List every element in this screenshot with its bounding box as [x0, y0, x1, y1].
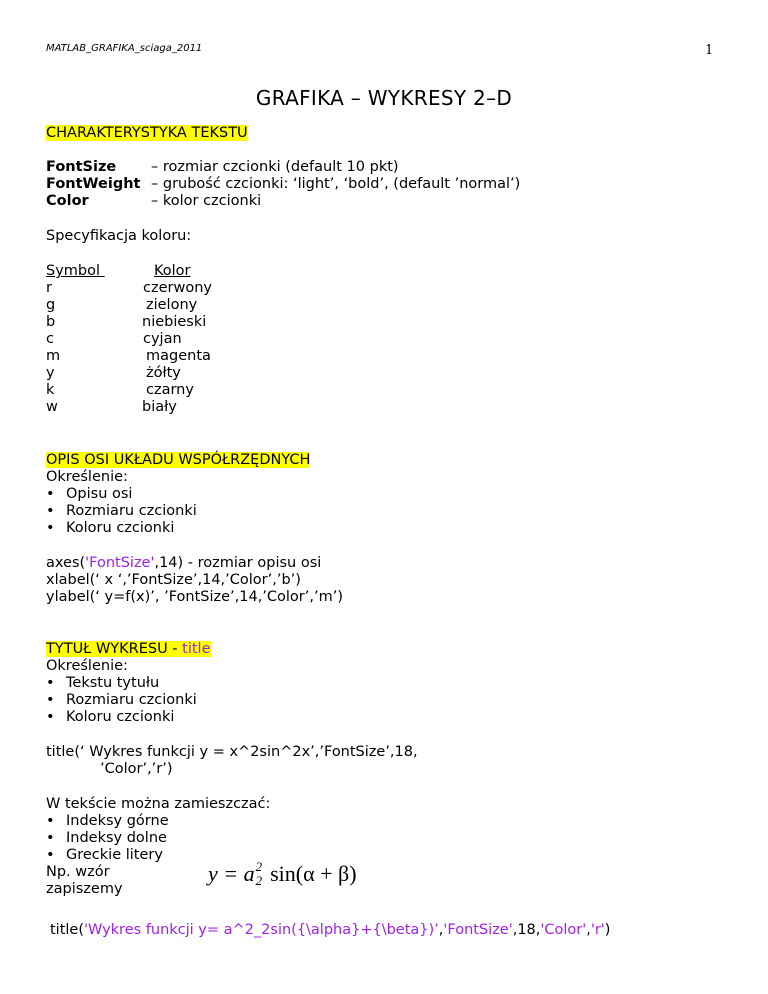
bullet-item: • Koloru czcionki [46, 520, 175, 536]
color-row [46, 297, 346, 315]
formula-subscript: 2 [255, 872, 263, 888]
code-line-final-title: title('Wykres funkcji y= a^2_2sin({\alpha}+{\beta})’,'FontSize',18,'Color','r') [50, 922, 611, 938]
bullet-item: • Indeksy dolne [46, 830, 167, 846]
bullet-item: • Tekstu tytułu [46, 675, 160, 691]
code-line-xlabel: xlabel(‘ x ‘,’FontSize’,14,’Color’,’b’) [46, 572, 301, 588]
color-symbol: c [46, 331, 54, 347]
color-row [46, 382, 346, 400]
code-line-title: title(‘ Wykres funkcji y = x^2sin^2x’,’FontSize’,18, [46, 744, 418, 760]
color-symbol: m [46, 348, 61, 364]
color-symbol: w [46, 399, 58, 415]
prop-row-color [46, 193, 706, 211]
document-header: MATLAB_GRAFIKA_sciaga_2011 [46, 43, 203, 54]
color-symbol: k [46, 382, 55, 398]
bullet-icon: • [46, 675, 55, 691]
bullet-icon: • [46, 847, 55, 863]
example-label: Np. wzór [46, 864, 110, 880]
color-row [46, 280, 346, 298]
color-spec-text: Specyfikacja koloru: [46, 228, 192, 244]
color-row [46, 348, 346, 366]
color-row [46, 365, 346, 383]
bullet-item: • Rozmiaru czcionki [46, 503, 197, 519]
prop-desc: – grubość czcionki: ‘light’, ‘bold’, (default ’normal’) [151, 176, 521, 192]
code-line-axes: axes('FontSize',14) - rozmiar opisu osi [46, 555, 322, 571]
bullet-icon: • [46, 520, 55, 536]
heading-code: title [182, 641, 211, 657]
color-name: biały [142, 399, 177, 415]
prop-name: FontSize [46, 159, 117, 175]
color-name: zielony [146, 297, 198, 313]
color-name: magenta [146, 348, 211, 364]
string-literal: 'FontSize' [85, 555, 155, 571]
code-line-ylabel: ylabel(‘ y=f(x)’, ’FontSize’,14,’Color’,’m’) [46, 589, 343, 605]
bullet-item: • Greckie litery [46, 847, 163, 863]
bullet-icon: • [46, 830, 55, 846]
bullet-item: • Indeksy górne [46, 813, 169, 829]
string-literal: 'FontSize' [443, 922, 513, 938]
color-name: niebieski [142, 314, 207, 330]
color-name: czarny [146, 382, 194, 398]
section-heading-label: OPIS OSI UKŁADU WSPÓŁRZĘDNYCH [46, 452, 311, 468]
formula-function: sin(α + β) [264, 861, 357, 886]
color-table-header [46, 263, 346, 281]
prop-name: Color [46, 193, 89, 209]
prop-row-fontweight [46, 176, 706, 194]
header-underline-gap [100, 263, 150, 281]
string-literal: 'r' [590, 922, 605, 938]
color-symbol: b [46, 314, 56, 330]
section-heading-axes [46, 452, 310, 470]
color-symbol: y [46, 365, 55, 381]
color-symbol: r [46, 280, 52, 296]
prop-row-fontsize [46, 159, 706, 177]
color-row [46, 314, 346, 332]
section-heading-text-characteristics [46, 125, 248, 143]
section3-intro: Określenie: [46, 658, 128, 674]
section-heading-label: CHARAKTERYSTYKA TEKSTU [46, 125, 248, 141]
prop-desc: – kolor czcionki [151, 193, 262, 209]
color-row [46, 399, 346, 417]
bullet-item: • Rozmiaru czcionki [46, 692, 197, 708]
bullet-item: • Opisu osi [46, 486, 133, 502]
code-line-title-cont: ’Color’,’r’) [100, 761, 173, 777]
color-name: żółty [146, 365, 181, 381]
bullet-icon: • [46, 503, 55, 519]
section-heading-label: TYTUŁ WYKRESU - title [46, 641, 211, 657]
page-number: 1 [705, 43, 714, 58]
prop-desc: – rozmiar czcionki (default 10 pkt) [151, 159, 399, 175]
bullet-icon: • [46, 709, 55, 725]
bullet-icon: • [46, 486, 55, 502]
formula-superscript: 2 [255, 858, 263, 874]
bullet-icon: • [46, 813, 55, 829]
color-header: Kolor [154, 263, 191, 279]
bullet-item: • Koloru czcionki [46, 709, 175, 725]
string-literal: 'Color' [540, 922, 587, 938]
math-formula: y = a 2 2 sin(α + β) [208, 858, 357, 888]
bullet-icon: • [46, 692, 55, 708]
section3-text: W tekście można zamieszczać: [46, 796, 271, 812]
write-label: zapiszemy [46, 881, 123, 897]
prop-name: FontWeight [46, 176, 141, 192]
color-name: cyjan [143, 331, 182, 347]
page-title: GRAFIKA – WYKRESY 2–D [255, 86, 513, 110]
section2-intro: Określenie: [46, 469, 128, 485]
color-symbol: g [46, 297, 56, 313]
section-heading-title [46, 641, 211, 659]
string-literal: 'Wykres funkcji y= a^2_2sin({\alpha}+{\beta})’ [84, 922, 439, 938]
color-row [46, 331, 346, 349]
color-name: czerwony [143, 280, 212, 296]
symbol-header: Symbol [46, 263, 101, 279]
